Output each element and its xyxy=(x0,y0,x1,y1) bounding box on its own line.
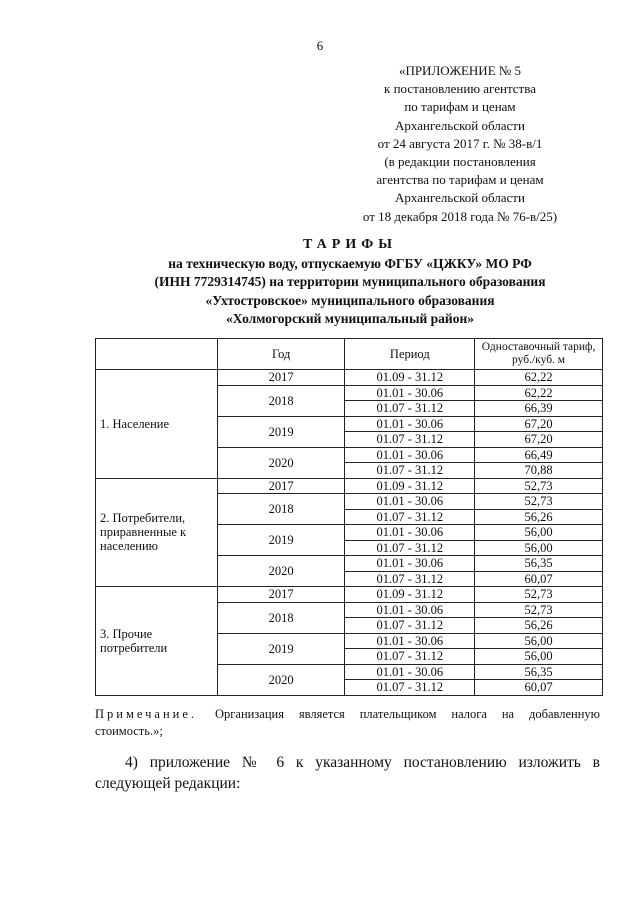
tariff-value-cell: 56,35 xyxy=(475,556,603,572)
header-period: Период xyxy=(345,339,475,370)
title-line: (ИНН 7729314745) на территории муниципального образования xyxy=(154,274,546,289)
tariff-value-cell: 56,35 xyxy=(475,664,603,680)
category-cell: 3. Прочие потребители xyxy=(96,587,218,696)
period-cell: 01.01 - 30.06 xyxy=(345,416,475,432)
year-cell: 2020 xyxy=(217,556,345,587)
title-line: на техническую воду, отпускаемую ФГБУ «ЦЖКУ» МО РФ xyxy=(168,255,532,271)
table-row xyxy=(96,587,603,603)
year-cell: 2019 xyxy=(217,525,345,556)
period-cell: 01.01 - 30.06 xyxy=(345,525,475,541)
year-cell: 2018 xyxy=(217,385,345,416)
tariff-value-cell: 56,00 xyxy=(475,649,603,665)
tariff-value-cell: 62,22 xyxy=(475,370,603,386)
header-year: Год xyxy=(217,339,345,370)
note-text: Организация является плательщиком налога на добавленную стоимость.»; xyxy=(95,707,600,738)
title-line: «Холмогорский муниципальный район» xyxy=(226,311,474,326)
note xyxy=(95,706,600,740)
tariff-value-cell: 52,73 xyxy=(475,478,603,494)
tariff-value-cell: 52,73 xyxy=(475,494,603,510)
period-cell: 01.07 - 31.12 xyxy=(345,463,475,479)
tariff-value-cell: 67,20 xyxy=(475,416,603,432)
note-label: Примечание. xyxy=(95,707,198,721)
appendix-line: Архангельской области xyxy=(395,117,525,133)
header-category xyxy=(96,339,218,370)
tariff-value-cell: 52,73 xyxy=(475,602,603,618)
period-cell: 01.01 - 30.06 xyxy=(345,385,475,401)
period-cell: 01.07 - 31.12 xyxy=(345,432,475,448)
period-cell: 01.09 - 31.12 xyxy=(345,587,475,603)
period-cell: 01.01 - 30.06 xyxy=(345,602,475,618)
tariff-value-cell: 67,20 xyxy=(475,432,603,448)
body-paragraph xyxy=(95,752,600,794)
period-cell: 01.07 - 31.12 xyxy=(345,540,475,556)
appendix-line: «ПРИЛОЖЕНИЕ № 5 xyxy=(398,63,522,78)
tariff-value-cell: 56,26 xyxy=(475,618,603,634)
tariff-value-cell: 56,26 xyxy=(475,509,603,525)
year-cell: 2020 xyxy=(217,447,345,478)
header-tariff: Одноставочный тариф, руб./куб. м xyxy=(475,339,603,370)
tariff-value-cell: 56,00 xyxy=(475,633,603,649)
table-row xyxy=(96,370,603,386)
year-cell: 2018 xyxy=(217,602,345,633)
year-cell: 2017 xyxy=(217,478,345,494)
year-cell: 2017 xyxy=(217,587,345,603)
tariff-value-cell: 70,88 xyxy=(475,463,603,479)
tariff-value-cell: 60,07 xyxy=(475,680,603,696)
page-number: 6 xyxy=(316,38,324,53)
period-cell: 01.01 - 30.06 xyxy=(345,556,475,572)
appendix-line: Архангельской области xyxy=(395,190,525,206)
appendix-line: по тарифам и ценам xyxy=(404,99,516,115)
period-cell: 01.01 - 30.06 xyxy=(345,664,475,680)
appendix-line: к постановлению агентства xyxy=(384,81,536,97)
title-heading: ТАРИФЫ xyxy=(303,237,397,252)
period-cell: 01.07 - 31.12 xyxy=(345,401,475,417)
tariff-value-cell: 66,49 xyxy=(475,447,603,463)
year-cell: 2019 xyxy=(217,633,345,664)
table-row xyxy=(96,478,603,494)
period-cell: 01.07 - 31.12 xyxy=(345,509,475,525)
period-cell: 01.09 - 31.12 xyxy=(345,370,475,386)
category-cell: 1. Население xyxy=(96,370,218,479)
table-body xyxy=(96,370,603,696)
appendix-line: агентства по тарифам и ценам xyxy=(376,172,544,188)
tariff-value-cell: 52,73 xyxy=(475,587,603,603)
period-cell: 01.07 - 31.12 xyxy=(345,649,475,665)
category-cell: 2. Потребители, приравненные к населению xyxy=(96,478,218,587)
year-cell: 2017 xyxy=(217,370,345,386)
period-cell: 01.07 - 31.12 xyxy=(345,571,475,587)
period-cell: 01.09 - 31.12 xyxy=(345,478,475,494)
period-cell: 01.01 - 30.06 xyxy=(345,447,475,463)
year-cell: 2018 xyxy=(217,494,345,525)
tariff-value-cell: 56,00 xyxy=(475,540,603,556)
tariff-value-cell: 56,00 xyxy=(475,525,603,541)
appendix-header xyxy=(330,62,590,226)
table-header-row xyxy=(96,339,603,370)
year-cell: 2019 xyxy=(217,416,345,447)
tariff-value-cell: 62,22 xyxy=(475,385,603,401)
appendix-line: (в редакции постановления xyxy=(384,154,536,170)
appendix-line: от 18 декабря 2018 года № 76-в/25) xyxy=(362,208,558,224)
paragraph-text: 4) приложение № 6 к указанному постановлению изложить в следующей редакции: xyxy=(95,754,600,792)
period-cell: 01.07 - 31.12 xyxy=(345,680,475,696)
document-title xyxy=(60,236,640,329)
period-cell: 01.07 - 31.12 xyxy=(345,618,475,634)
period-cell: 01.01 - 30.06 xyxy=(345,494,475,510)
tariff-table xyxy=(95,338,603,696)
appendix-line: от 24 августа 2017 г. № 38-в/1 xyxy=(377,135,543,151)
tariff-value-cell: 60,07 xyxy=(475,571,603,587)
period-cell: 01.01 - 30.06 xyxy=(345,633,475,649)
tariff-value-cell: 66,39 xyxy=(475,401,603,417)
title-line: «Ухтостровское» муниципального образования xyxy=(205,292,495,308)
year-cell: 2020 xyxy=(217,664,345,695)
